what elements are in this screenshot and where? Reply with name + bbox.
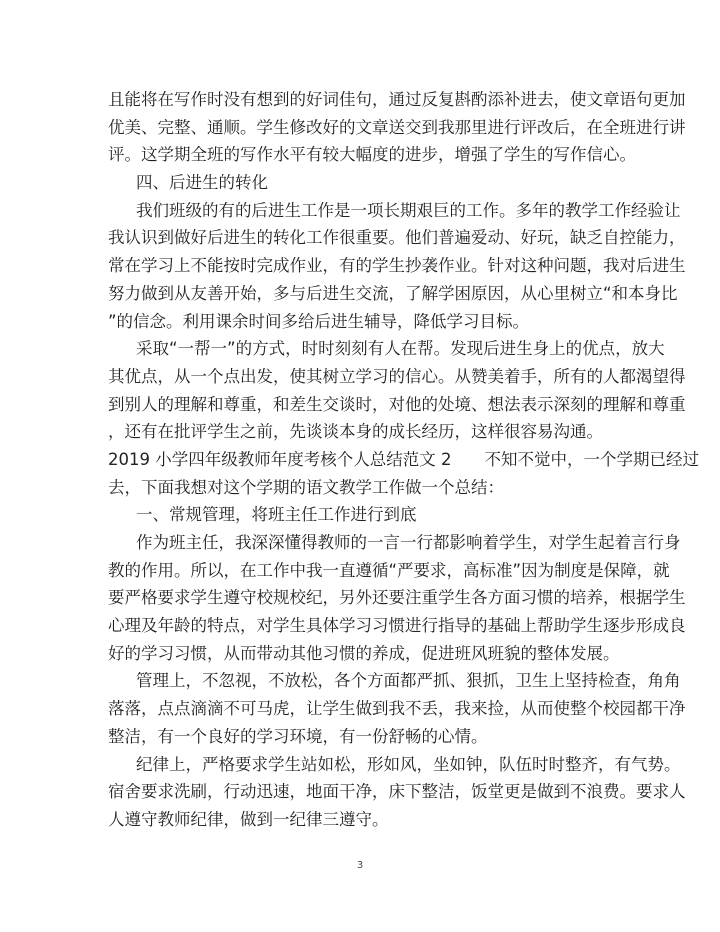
text-line: 努力做到从友善开始，多与后进生交流，了解学困原因，从心里树立“和本身比 [108, 283, 678, 303]
text-line: 人遵守教师纪律，做到一纪律三遵守。 [108, 809, 389, 829]
text-line: 教的作用。所以，在工作中我一直遵循“严要求，高标准”因为制度是保障，就 [108, 560, 670, 580]
text-line: 心理及年龄的特点，对学生具体学习习惯进行指导的基础上帮助学生逐步形成良 [108, 616, 686, 636]
text-line: 去，下面我想对这个学期的语文教学工作做一个总结： [108, 477, 504, 497]
text-line: 管理上，不忽视，不放松，各个方面都严抓、狠抓，卫生上坚持检查，角角 [136, 671, 681, 691]
text-line: 评。这学期全班的写作水平有较大幅度的进步，增强了学生的写作信心。 [108, 145, 636, 165]
text-line: 落落，点点滴滴不可马虎，让学生做到我不丢，我来捡，从而使整个校园都干净 [108, 699, 686, 719]
document-title-line: 2019 小学四年级教师年度考核个人总结范文 2 不知不觉中，一个学期已经过 [108, 449, 699, 469]
page-number: 3 [356, 860, 364, 871]
text-line: 作为班主任，我深深懂得教师的一言一行都影响着学生，对学生起着言行身 [136, 533, 681, 552]
text-line: 优美、完整、通顺。学生修改好的文章送交到我那里进行评改后，在全班进行讲 [108, 117, 686, 137]
text-line: 常在学习上不能按时完成作业，有的学生抄袭作业。针对这种问题，我对后进生 [108, 256, 686, 276]
text-line: ，还有在批评学生之前，先谈谈本身的成长经历，这样很容易沟通。 [108, 422, 603, 442]
text-line: 采取“一帮一”的方式，时时刻刻有人在帮。发现后进生身上的优点，放大 [136, 339, 665, 359]
text-line: 我们班级的有的后进生工作是一项长期艰巨的工作。多年的教学工作经验让 [136, 200, 681, 220]
text-line: 宿舍要求洗刷，行动迅速，地面干净，床下整洁，饭堂更是做到不浪费。要求人 [108, 782, 686, 802]
text-line: 我认识到做好后进生的转化工作很重要。他们普遍爱动、好玩，缺乏自控能力， [108, 228, 686, 248]
text-line: 纪律上，严格要求学生站如松，形如风，坐如钟，队伍时时整齐，有气势。 [136, 754, 681, 774]
text-line: 要严格要求学生遵守校规校纪，另外还要注重学生各方面习惯的培养，根据学生 [108, 588, 686, 608]
text-line: ”的信念。利用课余时间多给后进生辅导，降低学习目标。 [108, 311, 530, 331]
document-body [108, 86, 699, 834]
text-line: 整洁，有一个良好的学习环境，有一份舒畅的心情。 [108, 726, 488, 746]
section-heading: 一、常规管理，将班主任工作进行到底 [136, 505, 417, 525]
section-heading: 四、后进生的转化 [136, 173, 268, 193]
text-line: 且能将在写作时没有想到的好词佳句，通过反复斟酌添补进去，使文章语句更加 [108, 90, 686, 109]
text-line: 到别人的理解和尊重，和差生交谈时，对他的处境、想法表示深刻的理解和尊重 [108, 394, 686, 414]
text-line: 好的学习习惯，从而带动其他习惯的养成，促进班风班貌的整体发展。 [108, 643, 620, 663]
text-line: 其优点，从一个点出发，使其树立学习的信心。从赞美着手，所有的人都渴望得 [108, 366, 686, 386]
